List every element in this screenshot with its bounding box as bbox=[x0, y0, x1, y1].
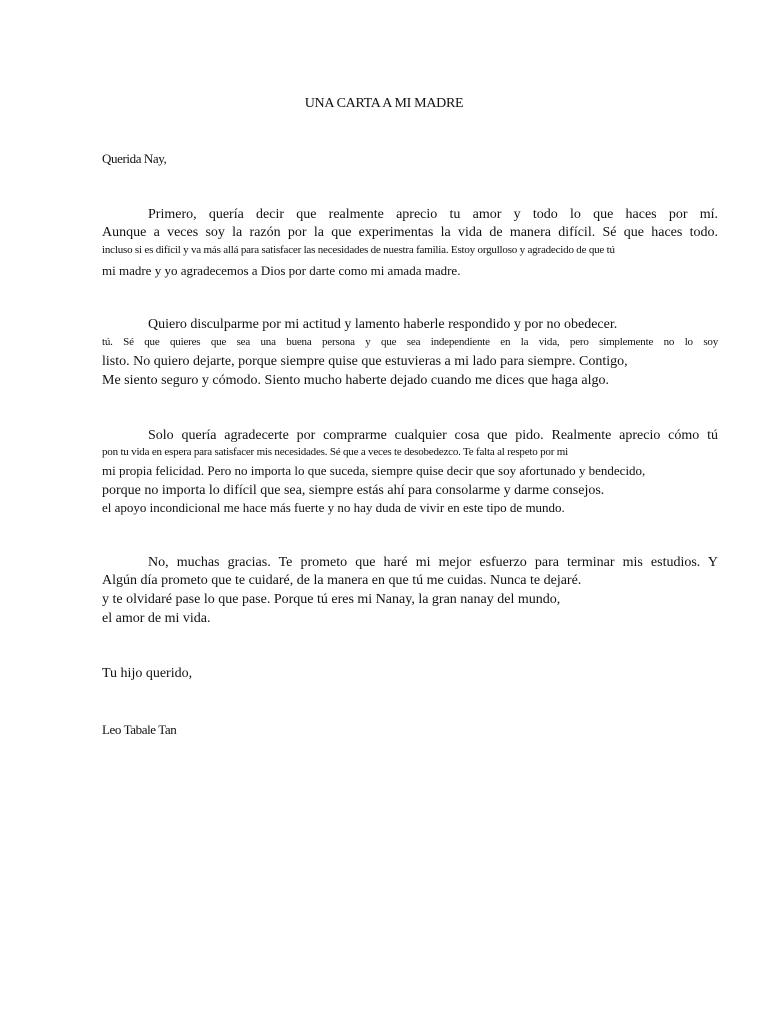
paragraph-4-line-4: el amor de mi vida. bbox=[102, 611, 211, 626]
paragraph-3-line-1: Solo quería agradecerte por comprarme cualquier cosa que pido. Realmente aprecio cómo tú bbox=[148, 428, 718, 443]
paragraph-1-line-4: mi madre y yo agradecemos a Dios por darte como mi amada madre. bbox=[102, 263, 461, 278]
paragraph-2-line-4: Me siento seguro y cómodo. Siento mucho haberte dejado cuando me dices que haga algo. bbox=[102, 373, 609, 388]
letter-salutation: Querida Nay, bbox=[102, 151, 167, 166]
paragraph-3-line-3: mi propia felicidad. Pero no importa lo que suceda, siempre quise decir que soy afortunado y bendecido, bbox=[102, 463, 646, 478]
paragraph-4-line-2: Algún día prometo que te cuidaré, de la manera en que tú me cuidas. Nunca te dejaré. bbox=[102, 573, 582, 588]
paragraph-1-line-3: incluso si es difícil y va más allá para satisfacer las necesidades de nuestra familia. Estoy orgulloso y agradecido de que tú bbox=[102, 244, 615, 256]
paragraph-3-line-5: el apoyo incondicional me hace más fuerte y no hay duda de vivir en este tipo de mundo. bbox=[102, 500, 565, 515]
paragraph-3-line-2: pon tu vida en espera para satisfacer mis necesidades. Sé que a veces te desobedezco. Te falta al respeto por mi bbox=[102, 446, 568, 458]
paragraph-2-line-1: Quiero disculparme por mi actitud y lamento haberle respondido y por no obedecer. bbox=[148, 317, 618, 332]
paragraph-2-line-3: listo. No quiero dejarte, porque siempre quise que estuvieras a mi lado para siempre. Contigo, bbox=[102, 354, 628, 369]
paragraph-4-line-1: No, muchas gracias. Te prometo que haré mi mejor esfuerzo para terminar mis estudios. Y bbox=[148, 555, 718, 570]
letter-closing: Tu hijo querido, bbox=[102, 666, 193, 681]
paragraph-4-line-3: y te olvidaré pase lo que pase. Porque tú eres mi Nanay, la gran nanay del mundo, bbox=[102, 592, 561, 607]
letter-title: UNA CARTA A MI MADRE bbox=[304, 96, 464, 111]
letter-signature: Leo Tabale Tan bbox=[102, 722, 177, 737]
paragraph-1-line-1: Primero, quería decir que realmente aprecio tu amor y todo lo que haces por mí. bbox=[148, 207, 718, 222]
paragraph-1-line-2: Aunque a veces soy la razón por la que experimentas la vida de manera difícil. Sé que haces todo. bbox=[102, 225, 718, 240]
paragraph-3-line-4: porque no importa lo difícil que sea, siempre estás ahí para consolarme y darme consejos. bbox=[102, 483, 605, 498]
paragraph-2-line-2: tú. Sé que quieres que sea una buena persona y que sea independiente en la vida, pero simplemente no lo soy bbox=[102, 336, 718, 348]
